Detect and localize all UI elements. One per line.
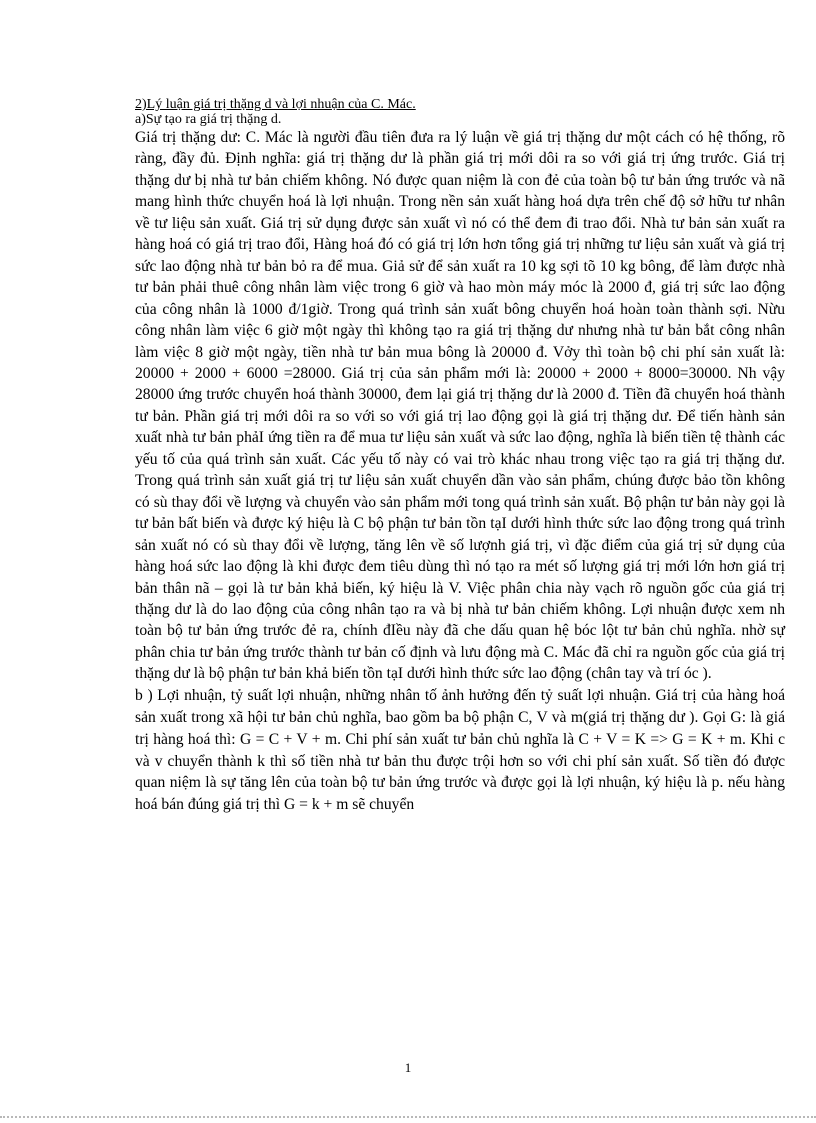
page-number: 1 — [404, 1060, 412, 1075]
paragraph-profit: b ) Lợi nhuận, tỷ suất lợi nhuận, những nhân tố ảnh hưởng đến tỷ suất lợi nhuận. Giá trị của hàng hoá sản xuất trong xã hội tư bản chủ nghĩa, bao gồm ba bộ phận C, V và m(giá trị thặng dư ). Gọi G: là giá trị hàng hoá thì: G = C + V + m. Chi phí sản xuất tư bản chủ nghĩa là C + V = K => G = K + m. Khi c và v chuyển thành k thì số tiền nhà tư bản thu được trội hơn so với chi phí sản xuất. Số tiền đó được quan niệm là sự tăng lên của toàn bộ tư bản ứng trước và được gọi là lợi nhuận, ký hiệu là p. nếu hàng hoá bán đúng giá trị thì G = k + m sẽ chuyển — [135, 686, 785, 814]
page-bottom-divider — [0, 1116, 816, 1118]
subsection-heading: a)Sự tạo ra giá trị thặng d. — [135, 112, 282, 127]
paragraph-surplus-value: Giá trị thặng dư: C. Mác là người đầu tiên đưa ra lý luận về giá trị thặng dư một cách có hệ thống, rõ ràng, đầy đủ. Định nghĩa: giá trị thặng dư là phần giá trị mới dôi ra so với giá trị ứng trước. Giá trị thặng dư bị nhà tư bản chiếm không. Nó được quan niệm là con đẻ của toàn bộ tư bản ứng trước và nã mang hình thức chuyển hoá là lợi nhuận. Trong nền sản xuất hàng hoá dựa trên chế độ sở hữu tư nhân về tư liệu sản xuất. Giá trị sử dụng được sản xuất vì nó có thể đem đi trao đổi. Nhà tư bản sản xuất ra hàng hoá có giá trị trao đổi, Hàng hoá đó có giá trị lớn hơn tổng giá trị những tư liệu sản xuất và giá trị sức lao động nhà tư bản bỏ ra để mua. Giả sử để sản xuất ra 10 kg sợi tõ 10 kg bông, để làm được nhà tư bản phải thuê công nhân làm việc trong 6 giờ và hao mòn máy móc là 2000 đ, giá trị sức lao động của công nhân là 1000 đ/1giờ. Trong quá trình sản xuất bông chuyển hoá hoàn toàn thành sợi. Nừu công nhân làm việc 6 giờ một ngày thì không tạo ra giá trị thặng dư nhưng nhà tư bản bắt công nhân làm việc 8 giờ một ngày, tiền nhà tư bản mua bông là 20000 đ. Vởy thì toàn bộ chi phí sản xuất là: 20000 + 2000 + 6000 =28000. Giá trị của sản phẩm mới là: 20000 + 2000 + 8000=30000. Nh vậy 28000 ứng trước chuyển hoá thành 30000, đem lại giá trị thặng dư là 2000 đ. Tiền đã chuyển hoá thành tư bản. Phần giá trị mới dôi ra so với so với giá trị lao động gọi là giá trị thặng dư. Để tiến hành sản xuất nhà tư bản phảI ứng tiền ra để mua tư liệu sản xuất và sức lao động, nghĩa là biến tiền tệ thành các yếu tố của quá trình sản xuất. Các yếu tố này có vai trò khác nhau trong việc tạo ra giá trị thặng dư. Trong quá trình sản xuất giá trị tư liệu sản xuất chuyển dần vào sản phẩm, chúng được bảo tồn không có sù thay đổi về lượng và chuyển vào sản phẩm mới tong quá trình sản xuất. Bộ phận tư bản này gọi là tư bản bất biến và được ký hiệu là C bộ phận tư bản tồn tạI dưới hình thức sức lao động trong quá trình sản xuất nó có sù thay đổi về lượng, tăng lên về số lượnh giá trị, vì đặc điểm của giá trị sử dụng của hàng hoá sức lao động là khi được đem tiêu dùng thì nó tạo ra mét số lượng giá trị mới lớn hơn giá trị bản thân nã – gọi là tư bản khả biến, ký hiệu là V. Việc phân chia này vạch rõ nguồn gốc của giá trị thặng dư là do lao động của công nhân tạo ra và bị nhà tư bản chiếm không. Lợi nhuận được xem nh toàn bộ tư bản ứng trước đẻ ra, chính đIều này đã che dấu quan hệ bóc lột tư bản chủ nghĩa. nhờ sự phân chia tư bản ứng trước thành tư bản cố định và lưu động mà C. Mác đã chỉ ra nguồn gốc của giá trị thặng dư là bộ phận tư bản khả biến tồn tạI dưới hình thức sức lao động (chân tay và trí óc ). — [135, 129, 785, 683]
section-heading: 2)Lý luận giá trị thặng d và lợi nhuận của C. Mác. — [135, 97, 416, 112]
page-content — [135, 97, 785, 816]
